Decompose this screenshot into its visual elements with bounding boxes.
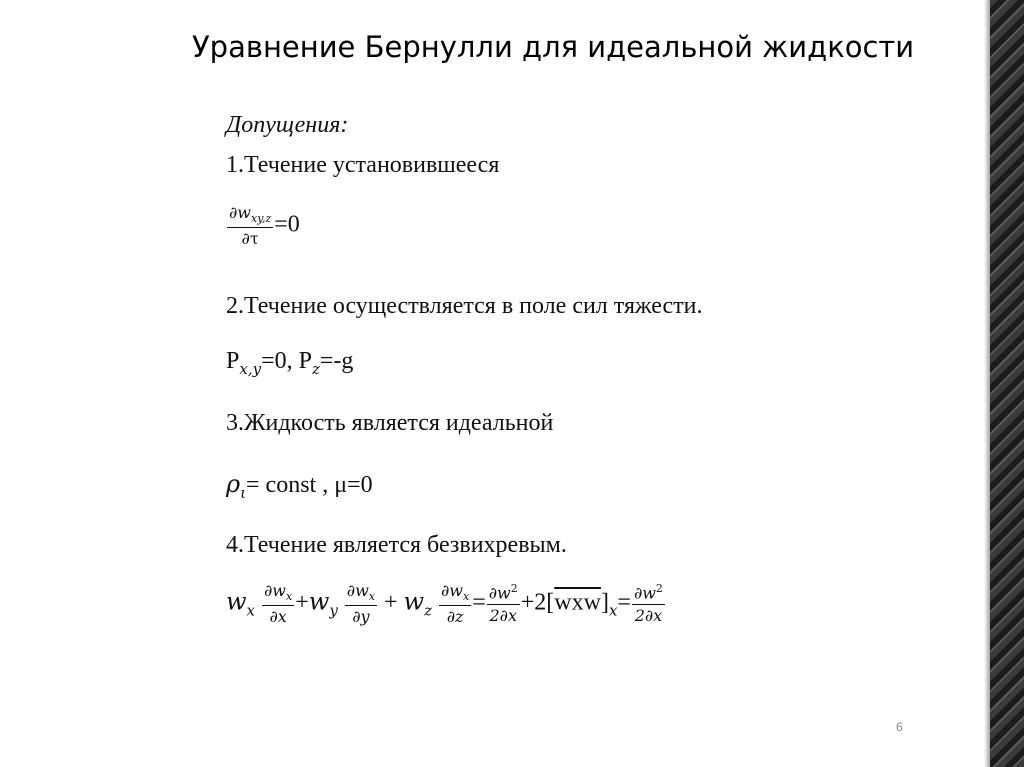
formula-ideal-fluid: $\rho_\iota=$ const , μ=0 [226, 470, 373, 502]
formula-steady-flow: $\frac{\partial w_{xy,z}}{\partial\tau}$ =0 [229, 203, 300, 249]
fraction-dw2-2dx-right: $\frac{\partial w^2}{2\partial x}$ [633, 582, 663, 626]
formula-irrotational: $w_x$ $\frac{\partial w_x}{\partial x}$ $+w_y$ $\frac{\partial w_x}{\partial y}$ + $w_z$ $\frac{\partial w_x}{\partial z}$ = $\frac{\partial w^2}{2\partial x}$ $+2[\overline{wxw}]_x=$ $\frac{\partial w^2}{2\partial x}$ [226, 581, 663, 627]
page-number: 6 [896, 720, 903, 734]
slide-title: Уравнение Бернулли для идеальной жидкости [192, 30, 915, 64]
fraction-steady: $\frac{\partial w_{xy,z}}{\partial\tau}$ [229, 203, 272, 249]
fraction-dw2-2dx: $\frac{\partial w^2}{2\partial x}$ [488, 582, 518, 626]
assumption-2: 2.Течение осуществляется в поле сил тяжести. [226, 293, 703, 319]
assumption-1: 1.Течение установившееся [226, 152, 500, 178]
slide-frame-edge [990, 0, 1024, 767]
formula-gravity: $P_{x,y}=0$, $P_z=-g$ [226, 348, 354, 378]
assumption-3: 3.Жидкость является идеальной [226, 410, 554, 436]
assumption-4: 4.Течение является безвихревым. [226, 532, 567, 558]
fraction-dwx-dz: $\frac{\partial w_x}{\partial z}$ [441, 581, 470, 627]
fraction-dwx-dx: $\frac{\partial w_x}{\partial x}$ [264, 581, 293, 627]
fraction-dwx-dy: $\frac{\partial w_x}{\partial y}$ [346, 581, 375, 627]
assumptions-heading: Допущения: [226, 112, 349, 138]
